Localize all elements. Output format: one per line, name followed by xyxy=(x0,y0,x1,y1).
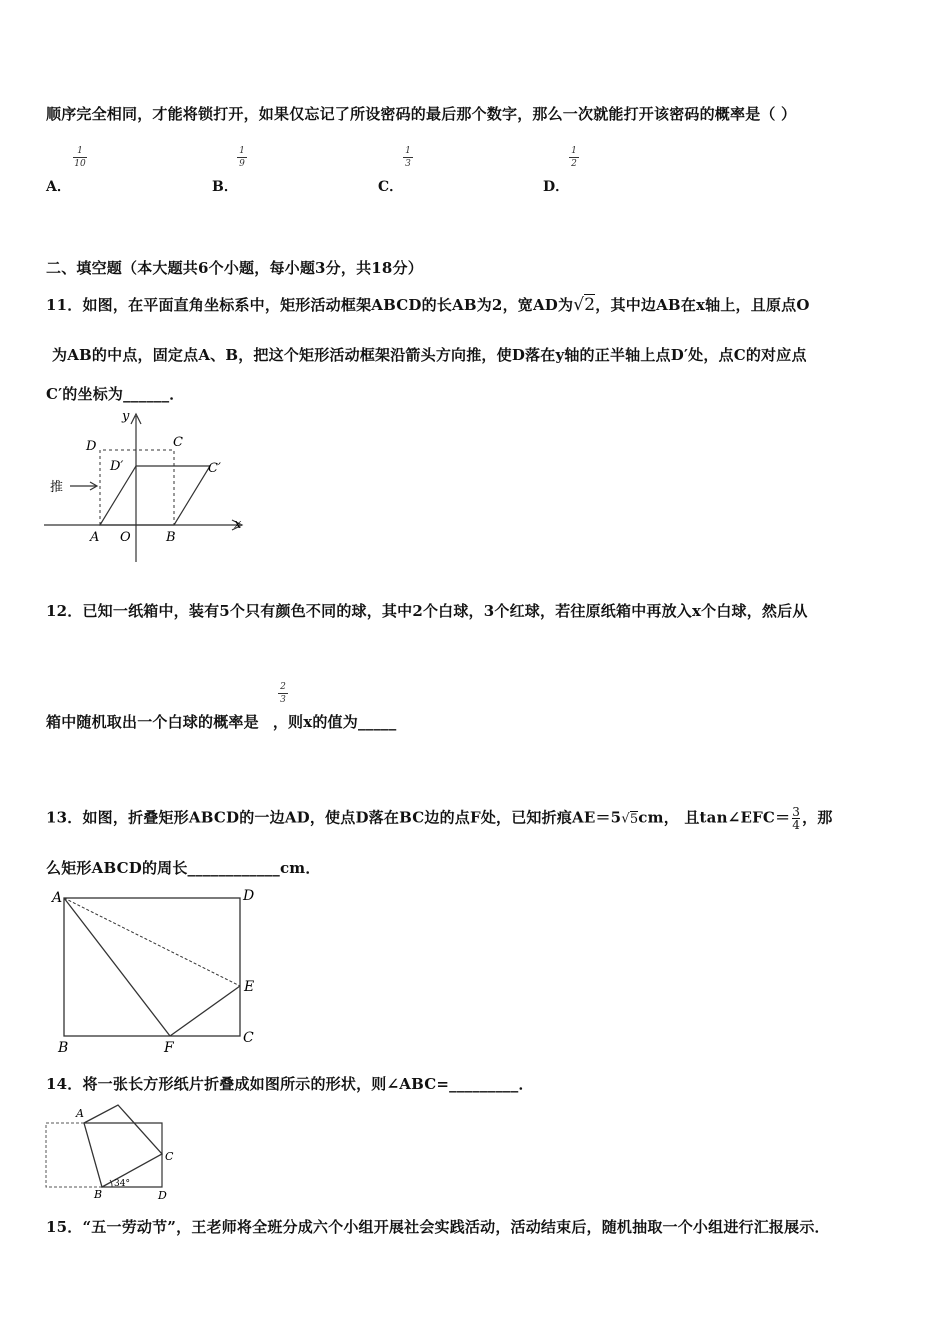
rectangle-ABCD xyxy=(64,898,240,1036)
sqrt-symbol: √5 xyxy=(621,811,639,827)
label-D: D xyxy=(158,1189,167,1202)
q10-choice-c-label: C． xyxy=(378,179,404,195)
q12-line2-a: 箱中随机取出一个白球的概率是 xyxy=(46,713,259,731)
q11-line1 xyxy=(46,294,810,315)
q11-line3: C′的坐标为______． xyxy=(46,385,185,403)
q12-line2-b: ，则x的值为_____ xyxy=(272,713,397,731)
label-D: D xyxy=(243,888,255,904)
q14-line1: 14．将一张长方形纸片折叠成如图所示的形状，则∠ABC=_________． xyxy=(46,1075,534,1093)
label-F: F xyxy=(164,1040,174,1056)
q12-line1: 12．已知一纸箱中，装有5个只有颜色不同的球，其中2个白球，3个红球，若往原纸箱中再放入x个白球，然后从 xyxy=(46,602,808,620)
q10-stem: 顺序完全相同，才能将锁打开，如果仅忘记了所设密码的最后那个数字，那么一次就能打开该密码的概率是（ ） xyxy=(46,105,797,123)
folded-flap xyxy=(84,1105,162,1187)
section-heading: 二、填空题（本大题共6个小题，每小题3分，共18分） xyxy=(46,259,423,277)
label-B: B xyxy=(166,530,176,545)
q10-choice-d-label: D． xyxy=(543,179,570,195)
label-B: B xyxy=(58,1040,69,1056)
label-E: E xyxy=(244,979,255,995)
push-label: 推 xyxy=(50,480,64,495)
q12-line2 xyxy=(46,711,396,732)
sqrt-symbol: √2 xyxy=(573,295,596,315)
label-y: y xyxy=(122,409,130,424)
angle-label: 34° xyxy=(114,1179,130,1189)
label-C: C xyxy=(173,435,183,450)
q13-figure xyxy=(44,884,274,1059)
pushed-parallelogram xyxy=(100,466,210,525)
q13-sqrt-value: 5 xyxy=(629,811,639,827)
q11-sqrt-value: 2 xyxy=(584,295,596,315)
label-Cprime: C′ xyxy=(208,461,221,476)
q12-fraction: 2 3 xyxy=(278,682,288,705)
q13-line1-a: 13．如图，折叠矩形ABCD的一边AD，使点D落在BC边的点F处，已知折痕AE＝5 xyxy=(46,808,622,827)
q10-choice-a-fraction: 1 10 xyxy=(74,146,86,169)
q14-figure xyxy=(44,1102,194,1204)
label-B: B xyxy=(94,1188,103,1201)
label-C: C xyxy=(165,1150,174,1163)
label-C: C xyxy=(243,1030,254,1046)
q13-line2: 么矩形ABCD的周长____________cm． xyxy=(46,859,321,877)
label-A: A xyxy=(52,890,63,906)
q10-choice-a-label: A． xyxy=(46,179,71,195)
label-x: x xyxy=(234,517,242,532)
q11-line1-a: 11．如图，在平面直角坐标系中，矩形活动框架ABCD的长AB为2，宽AD为 xyxy=(46,296,574,314)
q13-line1 xyxy=(46,806,833,831)
label-D: D xyxy=(86,439,97,454)
segment-AF xyxy=(64,898,170,1036)
q10-choice-b-fraction: 1 9 xyxy=(237,146,247,169)
label-A: A xyxy=(76,1107,84,1120)
label-Dprime: D′ xyxy=(110,459,124,474)
q10-choice-b-label: B． xyxy=(212,179,238,195)
q15-line1: 15．“五一劳动节”，王老师将全班分成六个小组开展社会实践活动，活动结束后，随机抽取一个小组进行汇报展示． xyxy=(46,1218,830,1236)
q11-line1-b: ，其中边AB在x轴上，且原点O xyxy=(595,296,810,314)
q13-line1-c: ，那 xyxy=(802,808,833,827)
q13-line1-b: cm， 且tan∠EFC＝ xyxy=(638,808,791,827)
crease-AE xyxy=(64,898,240,986)
segment-FE xyxy=(170,986,240,1036)
paper-edge xyxy=(84,1123,162,1187)
q13-fraction: $\frac{3}{4}$ xyxy=(792,805,801,832)
original-paper-outline xyxy=(46,1123,162,1187)
q10-choice-c-fraction: 1 3 xyxy=(403,146,413,169)
label-O: O xyxy=(120,530,131,545)
label-A: A xyxy=(90,530,100,545)
q11-line2: 为AB的中点，固定点A、B，把这个矩形活动框架沿箭头方向推，使D落在y轴的正半轴上点D′处，点C的对应点 xyxy=(52,346,807,364)
q11-figure xyxy=(44,404,254,564)
q10-choice-d-fraction: 1 2 xyxy=(569,146,579,169)
